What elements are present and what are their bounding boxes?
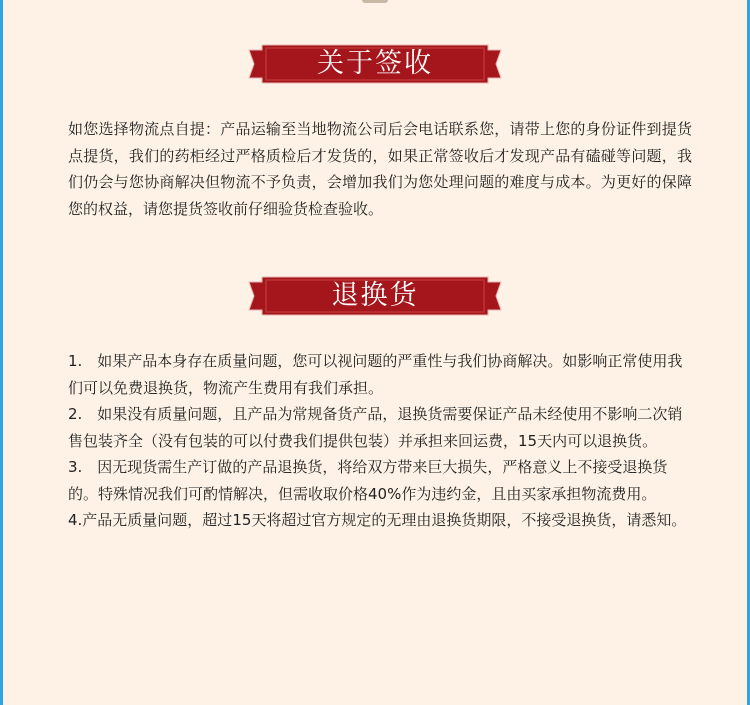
returns-policy-list (68, 348, 692, 534)
list-item: 2. 如果没有质量问题，且产品为常规备货产品，退换货需要保证产品未经使用不影响二次销售包装齐全（没有包装的可以付费我们提供包装）并承担来回运费，15天内可以退换货。 (68, 405, 683, 450)
top-decoration (362, 0, 388, 3)
list-item: 1. 如果产品本身存在质量问题，您可以视问题的严重性与我们协商解决。如影响正常使用我们可以免费退换货，物流产生费用有我们承担。 (68, 352, 683, 397)
list-item: 3. 因无现货需生产订做的产品退换货，将给双方带来巨大损失，严格意义上不接受退换货的。特殊情况我们可酌情解决，但需收取价格40%作为违约金，且由买家承担物流费用。 (68, 458, 668, 503)
left-edge-line (0, 0, 3, 705)
signing-paragraph: 如您选择物流点自提：产品运输至当地物流公司后会电话联系您，请带上您的身份证件到提货点提货，我们的药柜经过严格质检后才发货的，如果正常签收后才发现产品有磕碰等问题，我们仍会与您协商解决但物流不予负责，会增加我们为您处理问题的难度与成本。为更好的保障您的权益，请您提货签收前仔细验货检查验收。 (68, 120, 692, 218)
section-banner-returns (248, 276, 502, 316)
section-title: 关于签收 (317, 48, 433, 79)
section-banner-signing (248, 44, 502, 84)
section-title: 退换货 (331, 280, 419, 311)
list-item: 4.产品无质量问题，超过15天将超过官方规定的无理由退换货期限，不接受退换货，请悉知。 (68, 511, 687, 529)
